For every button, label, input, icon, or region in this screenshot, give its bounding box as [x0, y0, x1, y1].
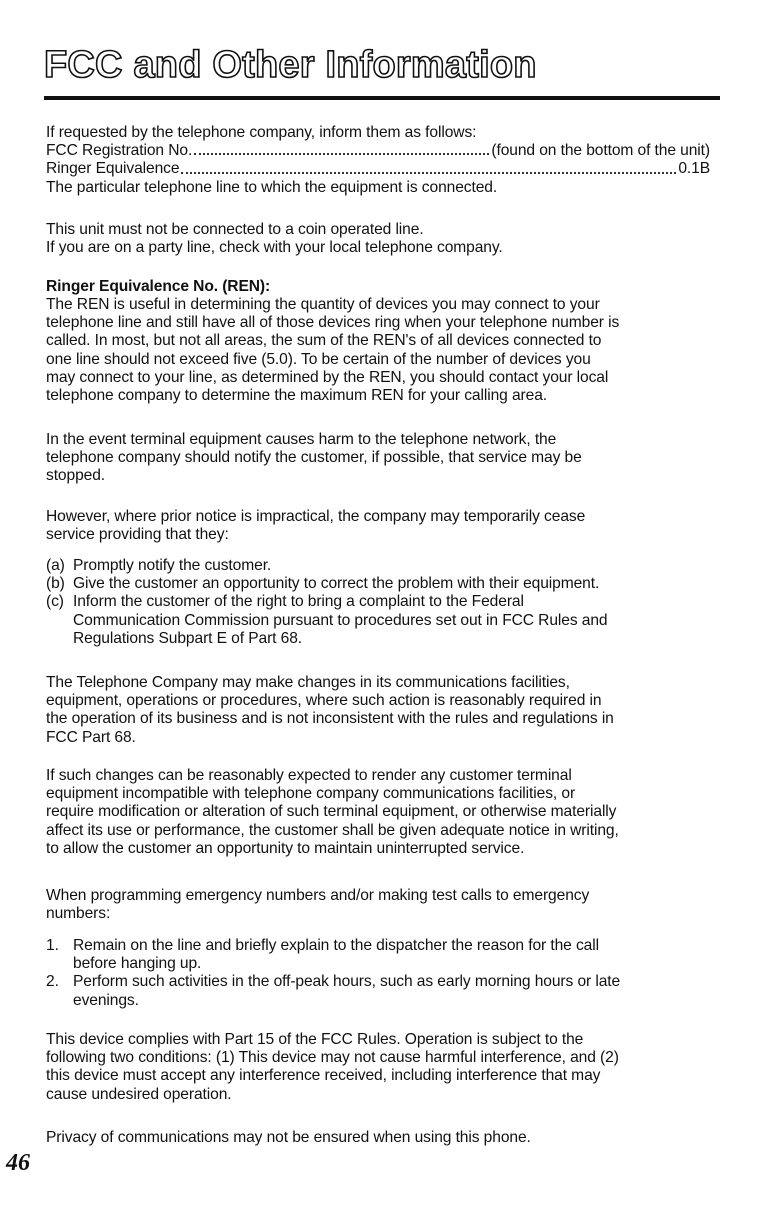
- text-line: numbers:: [46, 905, 111, 923]
- ringer-equivalence-value: 0.1B: [678, 160, 710, 178]
- page-title: FCC and Other Information: [44, 44, 537, 86]
- text-line: When programming emergency numbers and/or making test calls to emergency: [46, 887, 590, 904]
- fcc-registration-label: FCC Registration No.: [46, 142, 193, 160]
- list-emergency-steps: [46, 937, 620, 1010]
- text-line: FCC Part 68.: [46, 728, 136, 746]
- text-line: Privacy of communications may not be ensured when using this phone.: [46, 1129, 531, 1146]
- text-line: Inform the customer of the right to bring a complaint to the Federal: [73, 593, 524, 611]
- text-line: If you are on a party line, check with your local telephone company.: [46, 239, 503, 257]
- ringer-equivalence-label: Ringer Equivalence: [46, 160, 180, 178]
- text-line: This unit must not be connected to a coin operated line.: [46, 221, 424, 238]
- text-line: one line should not exceed five (5.0). To be certain of the number of devices you: [46, 350, 591, 368]
- text-line: equipment, operations or procedures, where such action is reasonably required in: [46, 692, 602, 710]
- intro-block: [46, 124, 710, 197]
- text-line: telephone company to determine the maximum REN for your calling area.: [46, 386, 548, 404]
- text-line: Remain on the line and briefly explain to the dispatcher the reason for the call: [73, 937, 599, 954]
- paragraph-privacy: [46, 1129, 531, 1147]
- text-line: The REN is useful in determining the quantity of devices you may connect to your: [46, 296, 600, 313]
- paragraph-if-such: [46, 767, 619, 858]
- list-item: [46, 593, 608, 648]
- text-line: equipment incompatible with telephone company communications facilities, or: [46, 785, 576, 803]
- text-line: may connect to your line, as determined by the REN, you should contact your local: [46, 368, 609, 386]
- text-line: Give the customer an opportunity to correct the problem with their equipment.: [73, 575, 600, 593]
- paragraph-harm: [46, 431, 582, 486]
- list-item-text: [73, 937, 599, 973]
- text-line: In the event terminal equipment causes harm to the telephone network, the: [46, 431, 557, 448]
- paragraph-ren: [46, 296, 619, 405]
- list-item-text: [73, 557, 271, 575]
- list-abc: [46, 557, 608, 648]
- list-item: [46, 973, 620, 1009]
- intro-line: The particular telephone line to which the equipment is connected.: [46, 178, 498, 196]
- text-line: Promptly notify the customer.: [73, 557, 272, 574]
- page-number: 46: [6, 1150, 30, 1176]
- text-line: stopped.: [46, 467, 106, 485]
- text-line: this device must accept any interference received, including interference that may: [46, 1067, 601, 1085]
- list-item-marker: (b): [46, 575, 65, 593]
- list-item-text: [73, 575, 599, 593]
- paragraph-however: [46, 508, 585, 544]
- text-line: The Telephone Company may make changes in its communications facilities,: [46, 674, 570, 691]
- text-line: telephone company should notify the customer, if possible, that service may be: [46, 449, 582, 467]
- fcc-registration-row: [46, 142, 710, 160]
- text-line: following two conditions: (1) This device may not cause harmful interference, and (2): [46, 1049, 619, 1067]
- list-item-marker: 1.: [46, 937, 59, 954]
- paragraph-changes: [46, 674, 614, 747]
- dot-leader: [194, 142, 489, 155]
- list-item-marker: (c): [46, 593, 64, 611]
- ren-heading: Ringer Equivalence No. (REN):: [46, 278, 271, 295]
- text-line: Communication Commission pursuant to procedures set out in FCC Rules and: [73, 611, 608, 629]
- list-item: [46, 937, 620, 973]
- text-line: telephone line and still have all of those devices ring when your telephone number is: [46, 314, 620, 332]
- text-line: service providing that they:: [46, 526, 229, 544]
- title-rule: [44, 96, 720, 100]
- text-line: called. In most, but not all areas, the sum of the REN's of all devices connected to: [46, 332, 602, 350]
- text-line: to allow the customer an opportunity to maintain uninterrupted service.: [46, 839, 525, 857]
- text-line: affect its use or performance, the customer shall be given adequate notice in writing,: [46, 821, 619, 839]
- paragraph-emergency: [46, 887, 589, 923]
- text-line: require modification or alteration of such terminal equipment, or otherwise materially: [46, 803, 617, 821]
- fcc-registration-value: (found on the bottom of the unit): [491, 142, 710, 160]
- list-item: [46, 557, 608, 575]
- text-line: evenings.: [73, 991, 139, 1009]
- list-item: [46, 575, 608, 593]
- text-line: the operation of its business and is not inconsistent with the rules and regulations in: [46, 710, 614, 728]
- text-line: cause undesired operation.: [46, 1085, 232, 1103]
- list-item-text: [73, 593, 608, 648]
- ringer-equivalence-row: [46, 160, 710, 178]
- paragraph-part15: [46, 1031, 619, 1104]
- dot-leader: [181, 160, 676, 173]
- text-line: However, where prior notice is impractical, the company may temporarily cease: [46, 508, 586, 525]
- intro-line: If requested by the telephone company, inform them as follows:: [46, 124, 477, 141]
- list-item-text: [73, 973, 620, 1009]
- list-item-marker: (a): [46, 557, 65, 574]
- paragraph-coin-line: [46, 221, 503, 257]
- text-line: Regulations Subpart E of Part 68.: [73, 629, 303, 647]
- list-item-marker: 2.: [46, 973, 59, 991]
- text-line: Perform such activities in the off-peak hours, such as early morning hours or late: [73, 973, 621, 991]
- text-line: This device complies with Part 15 of the FCC Rules. Operation is subject to the: [46, 1031, 584, 1048]
- text-line: If such changes can be reasonably expected to render any customer terminal: [46, 767, 572, 784]
- text-line: before hanging up.: [73, 955, 202, 973]
